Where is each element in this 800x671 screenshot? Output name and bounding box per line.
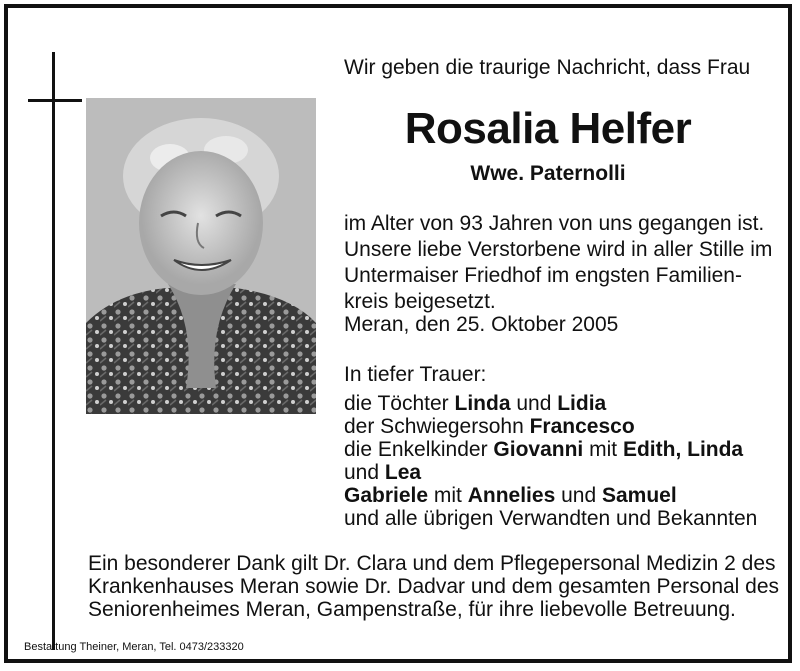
intro-text: Wir geben die traurige Nachricht, dass Frau [344,56,751,79]
cross-icon-bar [28,99,82,102]
family-line [344,484,757,507]
family-text: und [510,392,558,415]
family-name: Annelies [467,484,556,507]
funeral-home-footer: Bestattung Theiner, Meran, Tel. 0473/233320 [24,641,244,653]
announcement-line: im Alter von 93 Jahren von uns gegangen ist. [344,212,765,235]
announcement [344,211,772,315]
family-name: Linda [454,392,511,415]
thanks-paragraph [88,552,779,621]
family-name: Samuel [601,484,677,507]
family-text: mit [428,484,468,507]
announcement-line: Unsere liebe Verstorbene wird in aller Stille im [344,238,773,261]
announcement-line: Untermaiser Friedhof im engsten Familien- [344,264,742,287]
family-list [344,392,757,530]
family-name: Lidia [557,392,607,415]
family-line: und alle übrigen Verwandten und Bekannten [344,507,758,530]
family-name: Giovanni [493,438,584,461]
thanks-line: Ein besonderer Dank gilt Dr. Clara und dem Pflegepersonal Medizin 2 des [88,552,776,575]
deceased-name: Rosalia Helfer [404,104,692,153]
announcement-line: kreis beigesetzt. [344,290,496,313]
family-line [344,392,757,415]
thanks-line: Krankenhauses Meran sowie Dr. Dadvar und dem gesamten Personal des [88,575,780,598]
family-text: die Enkelkinder [344,438,494,461]
family-line [344,415,757,438]
family-text: die Töchter [344,392,455,415]
thanks-line: Seniorenheimes Meran, Gampenstraße, für ihre liebevolle Betreuung. [88,598,736,621]
family-name: Francesco [529,415,635,438]
date-line: Meran, den 25. Oktober 2005 [344,313,619,336]
maiden-name: Wwe. Paternolli [470,162,626,185]
family-line [344,438,757,461]
family-text: mit [583,438,623,461]
family-name: Lea [384,461,422,484]
family-text: und [344,461,385,484]
family-text: der Schwiegersohn [344,415,530,438]
family-line [344,461,757,484]
family-text: und [555,484,602,507]
mourning-heading: In tiefer Trauer: [344,363,487,386]
cross-icon [52,52,55,650]
portrait-photo [86,98,316,414]
family-name: Gabriele [344,484,429,507]
family-name: Edith, Linda [622,438,744,461]
